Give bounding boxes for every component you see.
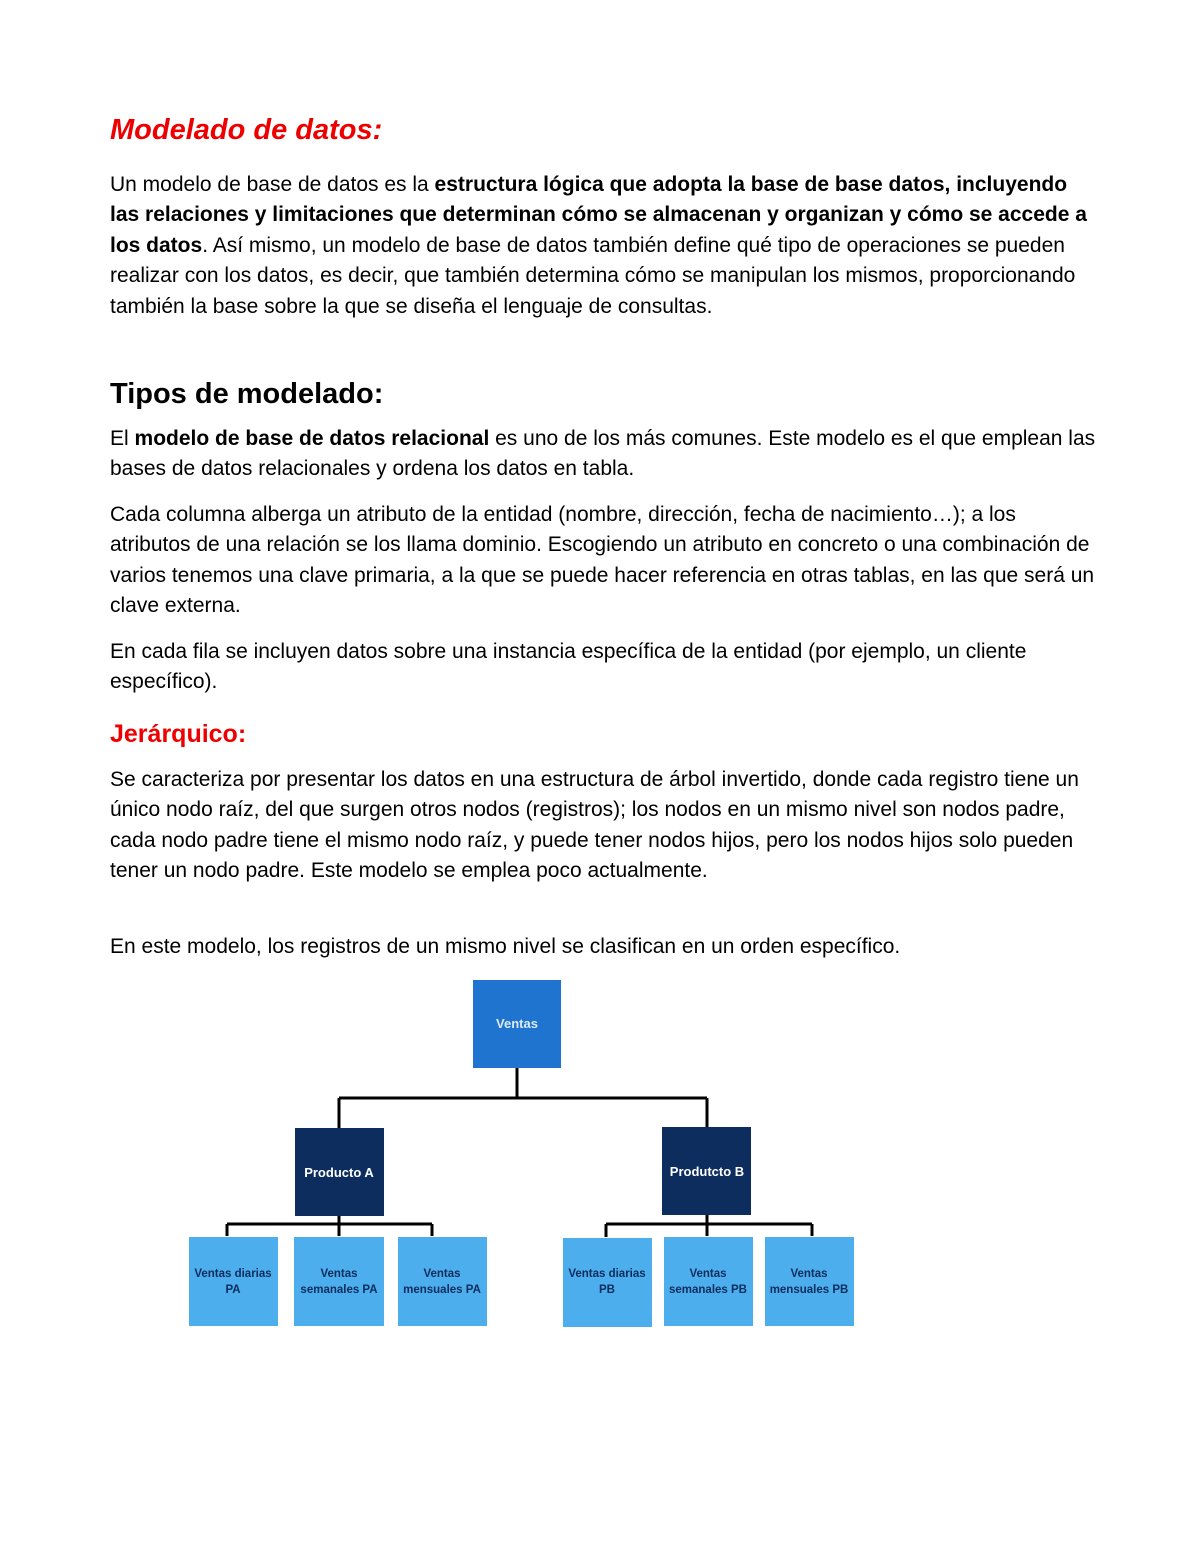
leaf-box xyxy=(563,1238,652,1327)
relacional-bold-text: modelo de base de datos relacional xyxy=(134,427,490,450)
leaf-node-b2 xyxy=(664,1237,753,1326)
relacional-text-2: es uno de los más comunes. Este modelo es el que emplean las bases de datos relacionales y ordena los datos en tabla. xyxy=(110,427,1096,481)
intro-text-1: Un modelo de base de datos es la xyxy=(110,173,435,196)
leaf-node-b1 xyxy=(563,1238,652,1327)
leaf-node-a1 xyxy=(189,1237,278,1326)
relacional-text-1: El xyxy=(110,427,135,450)
leaf-label-line1: Ventas xyxy=(320,1268,358,1280)
jerarquico-heading: Jerárquico: xyxy=(110,720,247,748)
intro-bold-text: estructura lógica que adopta la base de base datos, incluyendo las relaciones y limitaciones que determinan cómo se almacenan y organizan y cómo se accede a los datos xyxy=(110,173,1087,257)
leaf-label-line1: Ventas diarias xyxy=(194,1268,272,1280)
intro-text-2: . Así mismo, un modelo de base de datos también define qué tipo de operaciones se pueden realizar con los datos, es decir, que también determina cómo se manipulan los mismos, proporcionando también la base sobre la que se diseña el lenguaje de consultas. xyxy=(110,233,1076,318)
leaf-label-line1: Ventas xyxy=(423,1268,461,1280)
leaf-label-line2: PB xyxy=(599,1284,615,1296)
product-b-label: Produtcto B xyxy=(669,1164,745,1179)
leaf-label-line2: mensuales PB xyxy=(769,1284,849,1296)
leaf-box xyxy=(294,1237,384,1326)
product-a-node xyxy=(295,1128,384,1216)
leaf-label-line2: semanales PB xyxy=(669,1284,747,1296)
leaf-label-line1: Ventas xyxy=(790,1268,828,1280)
leaf-box xyxy=(664,1237,753,1326)
leaf-label-line1: Ventas xyxy=(689,1268,727,1280)
leaf-label-line2: semanales PA xyxy=(300,1284,378,1296)
root-label: Ventas xyxy=(496,1016,538,1031)
columnas-paragraph: Cada columna alberga un atributo de la entidad (nombre, dirección, fecha de nacimiento…); a los atributos de una relación se los llama dominio. Escogiendo un atributo en concreto o una combinación de varios tenemos una clave primaria, a la que se puede hacer referencia en otras tablas, en las que será un clave externa. xyxy=(110,503,1095,618)
leaf-label-line2: mensuales PA xyxy=(403,1284,481,1296)
page-title: Modelado de datos: xyxy=(110,114,383,146)
leaf-node-a3 xyxy=(398,1237,487,1326)
leaf-node-b3 xyxy=(765,1237,854,1326)
leaf-label-line2: PA xyxy=(225,1284,241,1296)
leaf-label-line1: Ventas diarias xyxy=(568,1268,646,1280)
leaf-node-a2 xyxy=(294,1237,384,1326)
leaf-box xyxy=(189,1237,278,1326)
product-b-node xyxy=(662,1127,751,1215)
jerarquico-paragraph: Se caracteriza por presentar los datos en una estructura de árbol invertido, donde cada registro tiene un único nodo raíz, del que surgen otros nodos (registros); los nodos en un mismo nivel son nodos padre, cada nodo padre tiene el mismo nodo raíz, y puede tener nodos hijos, pero los nodos hijos solo pueden tener un nodo padre. Este modelo se emplea poco actualmente. xyxy=(110,768,1079,883)
root-node xyxy=(473,980,561,1068)
product-a-label: Producto A xyxy=(304,1165,374,1180)
leaf-box xyxy=(765,1237,854,1326)
tipos-heading: Tipos de modelado: xyxy=(110,378,384,410)
leaf-box xyxy=(398,1237,487,1326)
orden-paragraph: En este modelo, los registros de un mismo nivel se clasifican en un orden específico. xyxy=(110,935,901,958)
filas-paragraph: En cada fila se incluyen datos sobre una instancia específica de la entidad (por ejemplo, un cliente específico). xyxy=(110,640,1027,694)
